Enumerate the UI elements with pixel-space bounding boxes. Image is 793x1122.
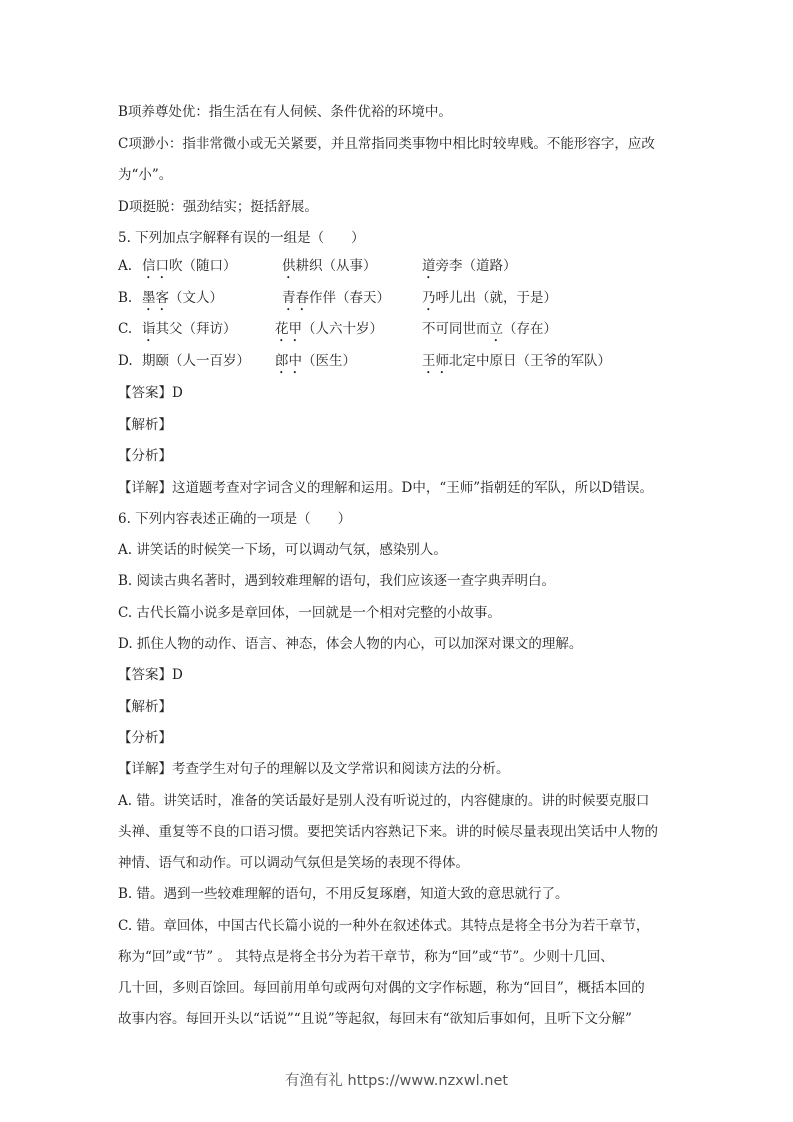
option-label: D. — [118, 353, 133, 369]
emphasized-chars: 青春 — [282, 290, 309, 306]
emphasized-chars: 王师 — [422, 353, 449, 369]
option-label: B. — [118, 290, 133, 306]
option-text: （医生） — [302, 353, 356, 369]
option-text: （人六十岁） — [302, 321, 383, 337]
d-note: D项挺脱：强劲结实；挺括舒展。 — [118, 199, 318, 215]
option-text: （文人） — [169, 290, 223, 306]
q6-fenxi: 【分析】 — [118, 730, 172, 746]
q6-explanation-line: 头禅、重复等不良的口语习惯。要把笑话内容熟记下来。讲的时候尽量表现出笑话中人物的 — [118, 824, 658, 840]
q6-explanation-line: A. 错。讲笑话时，准备的笑话最好是别人没有听说过的，内容健康的。讲的时候要克服口 — [118, 793, 650, 809]
q5-option-c — [118, 320, 688, 340]
q6-explanation-line: 称为“回”或“节” 。 其特点是将全书分为若干章节，称为“回”或“节”。少则十几回、 — [118, 949, 614, 965]
q5-jiexi: 【解析】 — [118, 417, 172, 433]
option-text: 耕织（从事） — [295, 258, 377, 274]
option-text: 其父（拜访） — [155, 321, 237, 337]
option-label: A. — [118, 258, 133, 274]
option-text: 不可同世而 — [422, 321, 490, 337]
option-text: 北定中原日（王爷的军队） — [449, 353, 611, 369]
emphasized-chars: 道 — [422, 258, 436, 274]
c-note-line-2: 为“小”。 — [118, 167, 173, 183]
q5-option-b — [118, 289, 688, 309]
c-note-line-1: C项渺小：指非常微小或无关紧要，并且常指同类事物中相比时较卑贱。不能形容字，应改 — [118, 136, 655, 152]
b-note: B项养尊处优：指生活在有人伺候、条件优裕的环境中。 — [118, 104, 452, 120]
q6-option-a: A. 讲笑话的时候笑一下场，可以调动气氛，感染别人。 — [118, 542, 447, 558]
emphasized-chars: 墨客 — [142, 290, 169, 306]
q6-option-b: B. 阅读古典名著时，遇到较难理解的语句，我们应该逐一查字典弄明白。 — [118, 573, 556, 589]
emphasized-chars: 乃 — [422, 290, 436, 306]
q5-option-a — [118, 257, 688, 277]
q5-answer: 【答案】D — [118, 385, 183, 401]
q6-option-d: D. 抓住人物的动作、语言、神态，体会人物的内心，可以加深对课文的理解。 — [118, 636, 583, 652]
q6-stem: 6. 下列内容表述正确的一项是（ ） — [118, 511, 352, 527]
emphasized-chars: 供 — [282, 258, 296, 274]
q6-explanation-line: 故事内容。每回开头以“话说”“且说”等起叙，每回末有“欲知后事如何，且听下文分解” — [118, 1011, 632, 1027]
q6-explanation-line: 神情、语气和动作。可以调动气氛但是笑场的表现不得体。 — [118, 855, 469, 871]
option-text: 旁李（道路） — [435, 258, 517, 274]
option-text: （存在） — [503, 321, 557, 337]
q5-stem: 5. 下列加点字解释有误的一组是（ ） — [118, 230, 365, 246]
emphasized-chars: 立 — [489, 321, 503, 337]
emphasized-chars: 信口 — [142, 258, 169, 274]
q6-explanation-line: 几十回，多则百馀回。每回前用单句或两句对偶的文字作标题，称为“回目”，概括本回的 — [118, 980, 645, 996]
footer-watermark: 有渔有礼 https://www.nzxwl.net — [284, 1073, 509, 1089]
emphasized-chars: 郎中 — [275, 353, 302, 369]
q6-option-c: C. 古代长篇小说多是章回体，一回就是一个相对完整的小故事。 — [118, 605, 501, 621]
option-text: 吹（随口） — [169, 258, 237, 274]
emphasized-chars: 诣 — [142, 321, 156, 337]
q5-fenxi: 【分析】 — [118, 448, 172, 464]
option-text: 作伴（春天） — [309, 290, 390, 306]
emphasized-chars: 花甲 — [275, 321, 302, 337]
q5-detail: 【详解】这道题考查对字词含义的理解和运用。D中，“王师”指朝廷的军队，所以D错误。 — [118, 480, 653, 496]
q6-answer: 【答案】D — [118, 667, 183, 683]
q6-explanation-line: B. 错。遇到一些较难理解的语句，不用反复琢磨，知道大致的意思就行了。 — [118, 886, 569, 902]
option-text: 呼儿出（就，于是） — [435, 290, 557, 306]
q6-detail: 【详解】考查学生对句子的理解以及文学常识和阅读方法的分析。 — [118, 761, 510, 777]
q6-jiexi: 【解析】 — [118, 699, 172, 715]
q6-explanation-line: C. 错。章回体，中国古代长篇小说的一种外在叙述体式。其特点是将全书分为若干章节， — [118, 918, 650, 934]
option-text: 期颐（人一百岁） — [142, 353, 250, 369]
option-label: C. — [118, 321, 133, 337]
q5-option-d — [118, 352, 688, 372]
